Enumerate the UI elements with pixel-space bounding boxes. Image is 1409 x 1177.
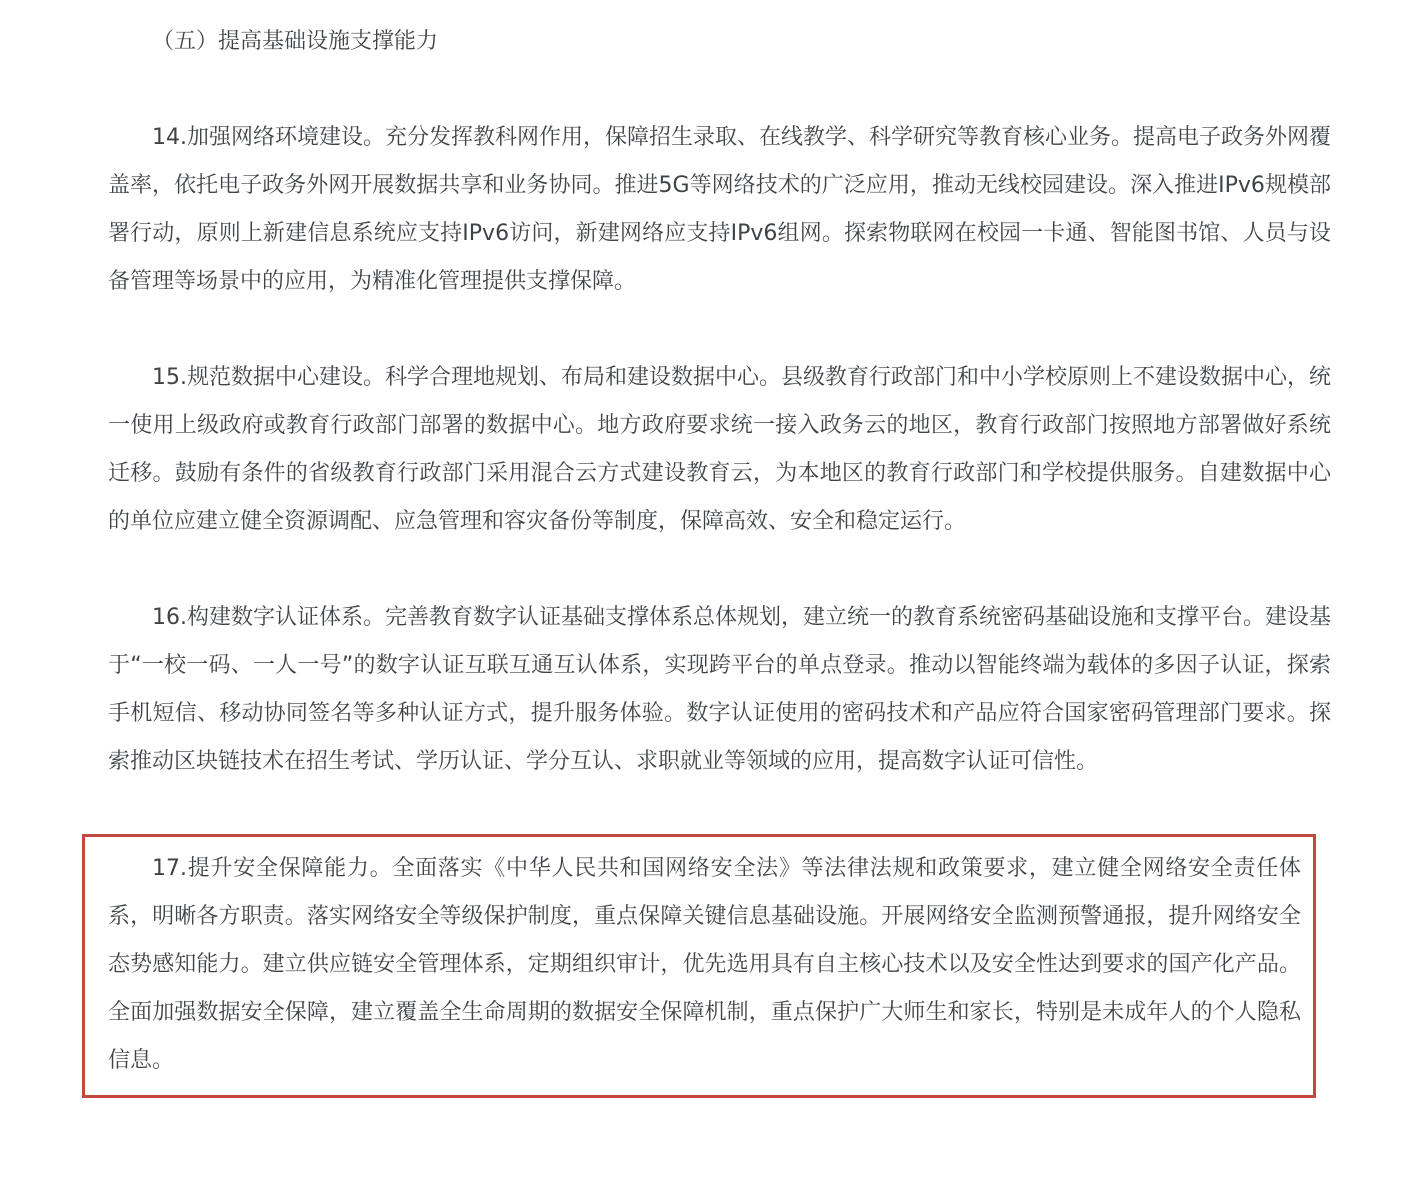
section-heading: （五）提高基础设施支撑能力	[152, 29, 439, 54]
paragraph-17: 17.提升安全保障能力。全面落实《中华人民共和国网络安全法》等法律法规和政策要求，建立健全网络安全责任体系，明晰各方职责。落实网络安全等级保护制度，重点保障关键信息基础设施。开展网络安全监测预警通报，提升网络安全态势感知能力。建立供应链安全管理体系，定期组织审计，优先选用具有自主核心技术以及安全性达到要求的国产化产品。全面加强数据安全保障，建立覆盖全生命周期的数据安全保障机制，重点保护广大师生和家长，特别是未成年人的个人隐私信息。	[108, 856, 1301, 1073]
paragraph-15: 15.规范数据中心建设。科学合理地规划、布局和建设数据中心。县级教育行政部门和中小学校原则上不建设数据中心，统一使用上级政府或教育行政部门部署的数据中心。地方政府要求统一接入政务云的地区，教育行政部门按照地方部署做好系统迁移。鼓励有条件的省级教育行政部门采用混合云方式建设教育云，为本地区的教育行政部门和学校提供服务。自建数据中心的单位应建立健全资源调配、应急管理和容灾备份等制度，保障高效、安全和稳定运行。	[108, 365, 1331, 534]
paragraph-16: 16.构建数字认证体系。完善教育数字认证基础支撑体系总体规划，建立统一的教育系统密码基础设施和支撑平台。建设基于“一校一码、一人一号”的数字认证互联互通互认体系，实现跨平台的单点登录。推动以智能终端为载体的多因子认证，探索手机短信、移动协同签名等多种认证方式，提升服务体验。数字认证使用的密码技术和产品应符合国家密码管理部门要求。探索推动区块链技术在招生考试、学历认证、学分互认、求职就业等领域的应用，提高数字认证可信性。	[108, 605, 1331, 774]
highlight-box	[82, 834, 1316, 1098]
paragraph-14: 14.加强网络环境建设。充分发挥教科网作用，保障招生录取、在线教学、科学研究等教育核心业务。提高电子政务外网覆盖率，依托电子政务外网开展数据共享和业务协同。推进5G等网络技术的广泛应用，推动无线校园建设。深入推进IPv6规模部署行动，原则上新建信息系统应支持IPv6访问，新建网络应支持IPv6组网。探索物联网在校园一卡通、智能图书馆、人员与设备管理等场景中的应用，为精准化管理提供支撑保障。	[108, 125, 1331, 294]
